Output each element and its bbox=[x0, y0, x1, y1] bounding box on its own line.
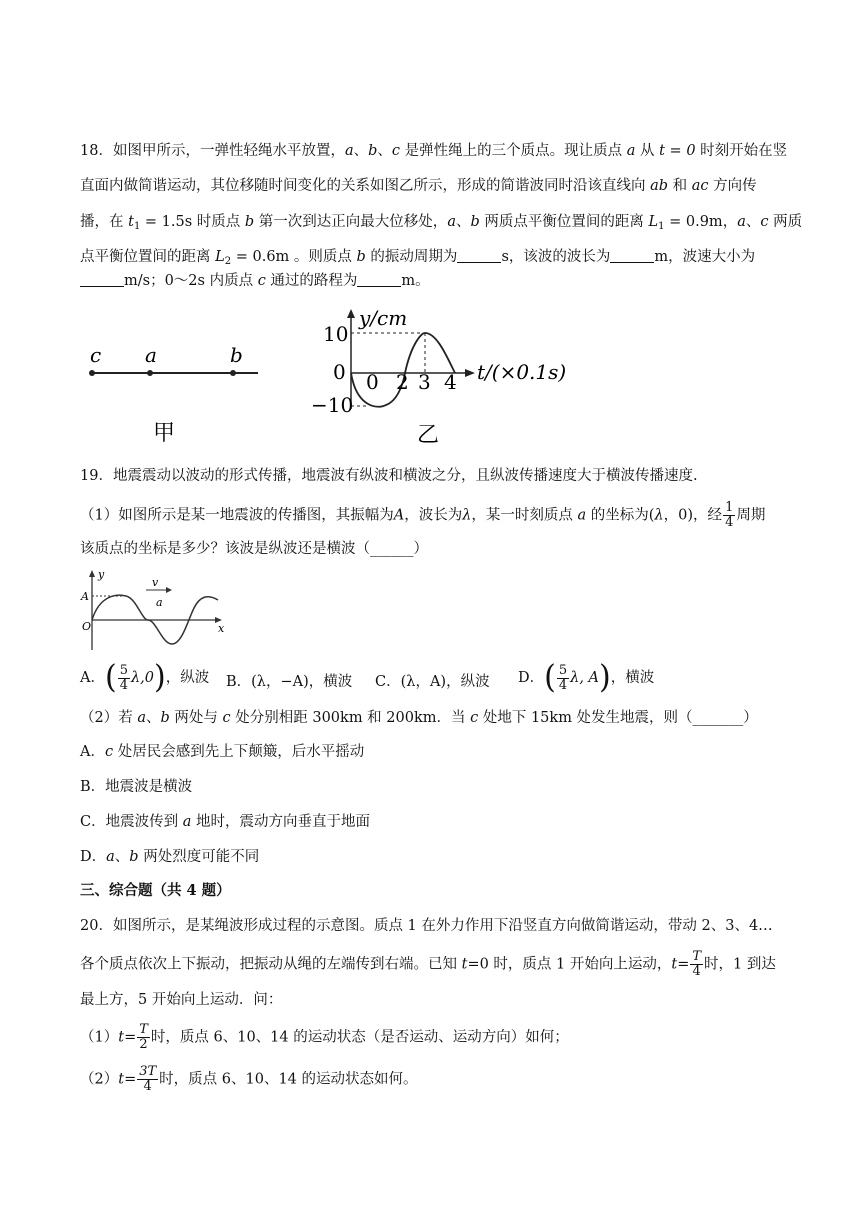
figure-jia bbox=[80, 340, 270, 450]
text: 的振动周期为 bbox=[365, 249, 458, 265]
q19-part1-line-2 bbox=[80, 538, 800, 560]
label-A: A bbox=[81, 590, 89, 603]
text: 的坐标为( bbox=[586, 507, 655, 524]
option-text: C．(λ，A)，纵波 bbox=[375, 674, 490, 690]
text: 处地下 15km 处发生地震，则（_______） bbox=[478, 710, 758, 726]
label-a: a bbox=[156, 596, 163, 609]
text: （1） bbox=[80, 1029, 119, 1046]
answer-blank-wavelength[interactable] bbox=[610, 248, 654, 263]
var-L: L bbox=[215, 249, 225, 265]
point-a bbox=[147, 370, 153, 376]
text: 点平衡位置间的距离 bbox=[80, 249, 216, 265]
text: （2） bbox=[80, 1071, 119, 1088]
numerator: 5 bbox=[558, 662, 568, 678]
right-paren: ) bbox=[154, 659, 166, 696]
fraction bbox=[557, 664, 569, 693]
right-paren: ) bbox=[599, 659, 611, 696]
denominator: 4 bbox=[558, 677, 568, 693]
choice-c[interactable] bbox=[80, 811, 800, 833]
velocity-arrowhead bbox=[166, 587, 172, 593]
option-text: B．(λ，−A)，横波 bbox=[226, 674, 353, 690]
var-b: b bbox=[356, 249, 366, 265]
t-zero: t = 0 bbox=[659, 143, 696, 159]
var-t: t bbox=[671, 956, 678, 973]
text: 、 bbox=[377, 143, 392, 159]
var-L: L bbox=[648, 214, 659, 230]
y-axis-arrow bbox=[347, 309, 355, 318]
text: m，波速大小为 bbox=[654, 249, 756, 265]
label-c: c bbox=[90, 343, 102, 367]
denominator: 2 bbox=[139, 1037, 148, 1052]
option-a[interactable] bbox=[80, 659, 210, 696]
denominator: 4 bbox=[692, 964, 701, 979]
text: 。则质点 bbox=[289, 249, 357, 265]
text: = bbox=[677, 956, 690, 973]
text: =0 时，质点 1 开始向上运动， bbox=[467, 956, 672, 973]
text: （1）如图所示是某一地震波的传播图，其振幅为 bbox=[80, 507, 394, 524]
answer-blank-period[interactable] bbox=[457, 248, 501, 263]
text: 时，1 到达 bbox=[704, 956, 776, 973]
numerator: 1 bbox=[725, 500, 734, 515]
text: 、 bbox=[114, 849, 130, 865]
text: 19．地震震动以波动的形式传播，地震波有纵波和横波之分，且纵波传播速度大于横波传播速度. bbox=[80, 468, 698, 484]
text: 地时，震动方向垂直于地面 bbox=[191, 814, 370, 830]
label-b: b bbox=[230, 343, 243, 367]
text: = bbox=[124, 1071, 137, 1088]
x-axis-label: t/(×0.1s) bbox=[477, 360, 567, 384]
q20-line-3 bbox=[80, 989, 800, 1011]
var-b: b bbox=[129, 849, 139, 865]
text: 处分别相距 300km 和 200km．当 bbox=[230, 710, 471, 726]
label-y: y bbox=[98, 568, 105, 581]
ytick-neg10: −10 bbox=[311, 393, 354, 417]
var-c: c bbox=[391, 143, 401, 159]
var-b: b bbox=[160, 710, 170, 726]
text: ，某一时刻质点 bbox=[471, 507, 578, 524]
text: C．地震波传到 bbox=[80, 814, 183, 830]
coordinate: λ,0 bbox=[130, 670, 155, 686]
text: 播，在 bbox=[80, 214, 129, 230]
var-a: a bbox=[737, 214, 746, 230]
left-paren: ( bbox=[104, 659, 117, 696]
denominator: 4 bbox=[143, 1079, 152, 1094]
var-t: t bbox=[128, 214, 134, 230]
var-c: c bbox=[760, 214, 769, 230]
numerator: 3T bbox=[139, 1064, 157, 1079]
choice-a[interactable] bbox=[80, 741, 800, 763]
text: 、 bbox=[353, 143, 369, 159]
subscript: 1 bbox=[658, 221, 665, 232]
var-c: c bbox=[470, 710, 479, 726]
text: 三、综合题（共 4 题） bbox=[80, 882, 231, 899]
var-b: b bbox=[368, 143, 378, 159]
y-axis-label: y/cm bbox=[359, 306, 408, 330]
var-A: A bbox=[393, 507, 405, 524]
text: 是弹性绳上的三个质点。现让质点 bbox=[400, 143, 627, 159]
text: A． bbox=[80, 744, 105, 760]
option-label: D． bbox=[518, 670, 545, 686]
point-c bbox=[89, 370, 95, 376]
q19-part2-line bbox=[80, 707, 800, 729]
q18-line-5 bbox=[80, 270, 800, 292]
numerator: T bbox=[139, 1022, 148, 1037]
L1-value: = 0.9m bbox=[664, 214, 723, 230]
text: 处居民会感到先上下颠簸，后水平摇动 bbox=[113, 744, 365, 760]
text: 两质 bbox=[768, 214, 803, 230]
q18-line-3 bbox=[80, 211, 803, 238]
numerator: 5 bbox=[119, 662, 128, 678]
xtick-2: 2 bbox=[396, 370, 409, 394]
text: 时，质点 6、10、14 的运动状态（是否运动、运动方向）如何； bbox=[150, 1029, 569, 1046]
q19-line-1 bbox=[80, 465, 800, 487]
answer-blank-distance[interactable] bbox=[357, 272, 401, 287]
option-label: A． bbox=[80, 670, 105, 686]
var-a: a bbox=[447, 214, 456, 230]
var-a: a bbox=[577, 507, 587, 524]
var-c: c bbox=[257, 273, 266, 289]
L2-value: = 0.6m bbox=[231, 249, 290, 265]
var-a: a bbox=[626, 143, 636, 159]
text: 18．如图甲所示，一弹性轻绳水平放置， bbox=[80, 143, 345, 159]
q20-line-2 bbox=[80, 950, 800, 979]
option-text: ，纵波 bbox=[165, 670, 210, 686]
var-a: a bbox=[182, 814, 192, 830]
fraction-T-over-4 bbox=[690, 950, 703, 979]
var-b: b bbox=[244, 214, 255, 230]
xtick-3: 3 bbox=[418, 370, 431, 394]
left-paren: ( bbox=[544, 659, 556, 696]
var-lambda: λ bbox=[654, 507, 664, 524]
var-lambda: λ bbox=[462, 507, 472, 524]
text: 时，质点 6、10、14 的运动状态如何。 bbox=[159, 1071, 418, 1088]
text: 、 bbox=[146, 710, 161, 726]
xtick-0: 0 bbox=[366, 370, 379, 394]
q20-part2-line bbox=[80, 1065, 800, 1094]
choice-b[interactable] bbox=[80, 776, 800, 798]
text: 两处烈度可能不同 bbox=[138, 849, 260, 865]
var-ab: ab bbox=[650, 178, 669, 194]
option-b[interactable] bbox=[226, 670, 352, 691]
option-d[interactable] bbox=[518, 659, 655, 696]
choice-d[interactable] bbox=[80, 846, 800, 868]
fraction bbox=[118, 664, 130, 693]
q18-line-2 bbox=[80, 175, 800, 197]
text: s，该波的波长为 bbox=[501, 249, 611, 265]
text: 和 bbox=[668, 178, 692, 194]
x-axis-arrow bbox=[465, 369, 475, 377]
t1-value: = 1.5s bbox=[140, 214, 193, 230]
text: = bbox=[124, 1029, 137, 1046]
text: 两处与 bbox=[169, 710, 223, 726]
fraction-T-over-2 bbox=[137, 1023, 150, 1052]
text: 时质点 bbox=[192, 214, 245, 230]
option-text: ，横波 bbox=[610, 670, 655, 686]
point-b bbox=[230, 370, 236, 376]
var-c: c bbox=[104, 744, 114, 760]
text: D． bbox=[80, 849, 107, 865]
var-t: t bbox=[461, 956, 468, 973]
text: 第一次到达正向最大位移处， bbox=[254, 214, 448, 230]
q20-part1-line bbox=[80, 1023, 800, 1052]
denominator: 4 bbox=[725, 515, 734, 530]
text: B．地震波是横波 bbox=[80, 779, 193, 795]
var-ac: ac bbox=[691, 178, 709, 194]
text: （2）若 bbox=[80, 710, 138, 726]
figure-yi bbox=[305, 305, 575, 450]
label-a: a bbox=[145, 343, 157, 367]
var-a: a bbox=[137, 710, 146, 726]
label-x: x bbox=[218, 622, 225, 635]
ytick-10: 10 bbox=[323, 322, 349, 346]
text: 时刻开始在竖 bbox=[695, 143, 788, 159]
text: 最上方，5 开始向上运动．问： bbox=[80, 992, 283, 1008]
label-v: v bbox=[152, 576, 159, 589]
y-axis-arrow bbox=[89, 570, 95, 577]
text: 、 bbox=[455, 214, 471, 230]
subscript: 1 bbox=[133, 221, 141, 232]
text: 周期 bbox=[736, 507, 766, 524]
q18-line-1 bbox=[80, 140, 800, 162]
text: m/s；0～2s 内质点 bbox=[124, 273, 258, 289]
text: 通过的路程为 bbox=[265, 273, 358, 289]
text: 从 bbox=[635, 143, 660, 159]
var-t: t bbox=[118, 1071, 125, 1088]
text: 各个质点依次上下振动，把振动从绳的左端传到右端。已知 bbox=[80, 956, 462, 973]
numerator: T bbox=[692, 949, 702, 964]
text: m。 bbox=[401, 273, 430, 289]
var-b: b bbox=[470, 214, 480, 230]
text: ， bbox=[722, 214, 738, 230]
caption-yi: 乙 bbox=[417, 423, 440, 448]
subscript: 2 bbox=[224, 256, 232, 267]
answer-blank-speed[interactable] bbox=[80, 272, 124, 287]
var-t: t bbox=[118, 1029, 125, 1046]
var-a: a bbox=[106, 849, 115, 865]
var-c: c bbox=[222, 710, 231, 726]
text: 方向传 bbox=[708, 178, 757, 194]
q19-part1-line bbox=[80, 501, 800, 530]
label-O: O bbox=[82, 620, 92, 633]
section-heading bbox=[80, 880, 800, 902]
text: 该质点的坐标是多少？该波是纵波还是横波（______） bbox=[80, 541, 428, 557]
text: 20．如图所示，是某绳波形成过程的示意图。质点 1 在外力作用下沿竖直方向做简谐运动，带动 2、3、4… bbox=[80, 918, 773, 934]
text: ，波长为 bbox=[404, 507, 463, 524]
figure-wave bbox=[78, 566, 228, 656]
q20-line-1 bbox=[80, 915, 800, 937]
ytick-0: 0 bbox=[333, 360, 346, 384]
text: 两质点平衡位置间的距离 bbox=[479, 214, 649, 230]
xtick-4: 4 bbox=[444, 370, 457, 394]
var-a: a bbox=[344, 143, 354, 159]
text: ，0)，经 bbox=[663, 507, 723, 524]
option-c[interactable] bbox=[375, 670, 490, 691]
fraction-quarter bbox=[723, 501, 735, 530]
text: 直面内做简谐运动，其位移随时间变化的关系如图乙所示，形成的简谐波同时沿该直线向 bbox=[80, 178, 651, 194]
caption-jia: 甲 bbox=[153, 421, 176, 446]
q18-line-4 bbox=[80, 246, 800, 273]
text: 、 bbox=[745, 214, 761, 230]
denominator: 4 bbox=[119, 677, 128, 693]
coordinate: λ, A bbox=[570, 670, 600, 686]
fraction-3T-over-4 bbox=[137, 1065, 158, 1094]
